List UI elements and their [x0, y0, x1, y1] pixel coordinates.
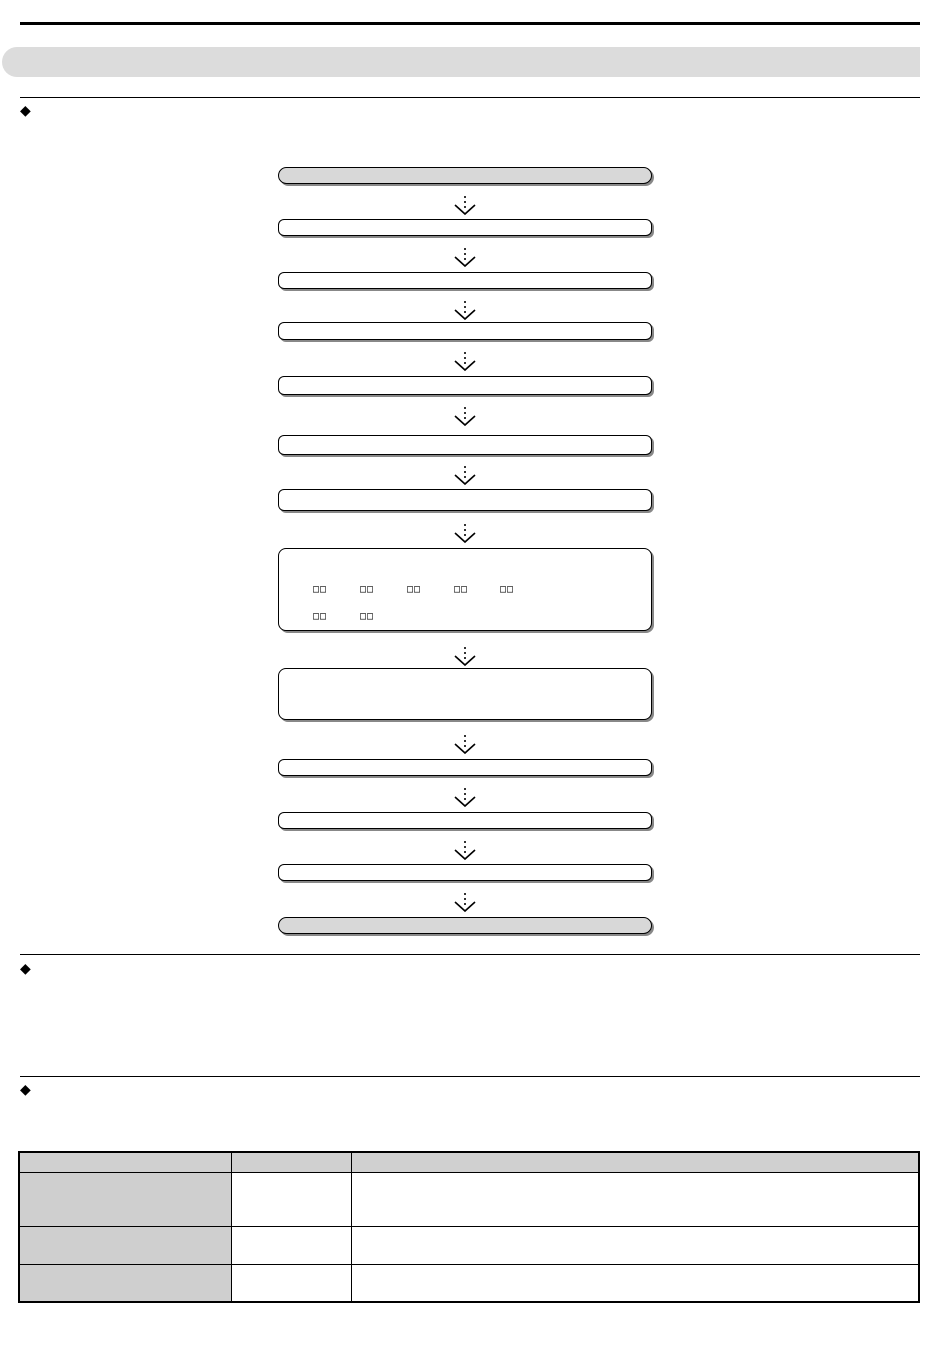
section-rule: [20, 954, 920, 955]
table-row: [19, 1173, 919, 1227]
table-header-cell: [352, 1152, 920, 1173]
flow-step: [278, 812, 652, 829]
table-cell: [232, 1173, 352, 1227]
table-row: [19, 1265, 919, 1302]
table-cell: [232, 1227, 352, 1265]
flow-arrow-icon: [451, 247, 479, 269]
option-glyph: □□: [313, 584, 328, 595]
option-glyph: □□: [313, 611, 328, 622]
flow-step-options: [278, 548, 652, 631]
option-glyph: □□: [407, 584, 422, 595]
flow-end-terminal: [278, 917, 652, 934]
flow-step: [278, 435, 652, 455]
option-glyph: □□: [360, 611, 375, 622]
table-cell: [19, 1265, 232, 1302]
table-row: [19, 1227, 919, 1265]
table-cell: [232, 1265, 352, 1302]
top-rule: [20, 22, 920, 25]
flow-arrow-icon: [451, 840, 479, 862]
section-marker-icon: ◆: [20, 961, 31, 977]
flow-step: [278, 322, 652, 340]
table-cell: [352, 1173, 920, 1227]
spec-table: [18, 1151, 920, 1303]
section-marker-icon: ◆: [20, 103, 31, 119]
table-cell: [19, 1173, 232, 1227]
flow-step: [278, 219, 652, 236]
flow-step: [278, 668, 652, 720]
flow-arrow-icon: [451, 351, 479, 373]
flow-step: [278, 489, 652, 511]
section-marker-icon: ◆: [20, 1082, 31, 1098]
flow-arrow-icon: [451, 300, 479, 322]
flow-arrow-icon: [451, 787, 479, 809]
option-glyph: □□: [360, 584, 375, 595]
section-rule: [20, 1076, 920, 1077]
section-rule: [20, 97, 920, 98]
flow-arrow-icon: [451, 734, 479, 756]
table-cell: [352, 1227, 920, 1265]
option-glyph: □□: [500, 584, 515, 595]
flow-step: [278, 759, 652, 776]
flow-arrow-icon: [451, 892, 479, 914]
flow-arrow-icon: [451, 465, 479, 487]
table-cell: [19, 1227, 232, 1265]
flow-step: [278, 864, 652, 881]
flow-start-terminal: [278, 167, 652, 184]
table-header-cell: [19, 1152, 232, 1173]
flow-step: [278, 272, 652, 289]
table-header-row: [19, 1152, 919, 1173]
flow-step: [278, 376, 652, 395]
option-glyph: □□: [454, 584, 469, 595]
flow-arrow-icon: [451, 646, 479, 668]
flow-arrow-icon: [451, 195, 479, 217]
flow-arrow-icon: [451, 523, 479, 545]
page-title-banner: [2, 47, 920, 77]
table-cell: [352, 1265, 920, 1302]
flow-arrow-icon: [451, 406, 479, 428]
table-header-cell: [232, 1152, 352, 1173]
